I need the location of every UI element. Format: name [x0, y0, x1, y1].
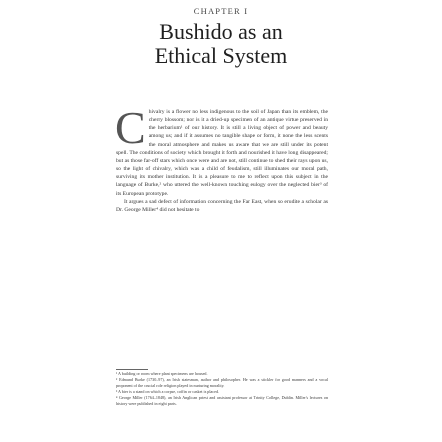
chapter-label: CHAPTER I: [193, 6, 249, 16]
drop-cap: C: [115, 102, 146, 153]
footnote-3: ³ A bier is a stand on which a corpse, coffin or casket is placed.: [116, 389, 220, 395]
chapter-title-line-1: Bushido as an: [159, 19, 283, 44]
body-text: [115, 102, 328, 214]
footnotes: [116, 371, 328, 407]
footnote-2: ² Edmund Burke (1730–97), an Irish statesman, author and philosopher. He was a stickler for good manners and a vocal proponent of the crucial role religion played in nurturing morality.: [116, 377, 328, 388]
footnote-divider: [116, 369, 148, 370]
paragraph-2: It argues a sad defect of information concerning the Far East, when so erudite a scholar as Dr. George Miller⁴ did not hesitate to: [116, 198, 328, 213]
paragraph-1-text: hivalry is a flower no less indigenous to the soil of Japan than its emblem, the cherry blossom; nor is it a dried-up specimen of an antique virtue preserved in the herbarium¹ of our history. It is still a living object of power and beauty among us; and if it assumes no tangible shape or form, it none the less scents the moral atmosphere and makes us aware that we are still under its potent spell. The conditions of society which brought it forth and nourished it have long disappeared; but as those far-off stars which once were and are not, still continue to shed their rays upon us, so the light of chivalry, which was a child of feudalism, still illuminates our moral path, surviving its mother institution. It is a pleasure to me to reflect upon this subject in the language of Burke,² who uttered the well-known touching eulogy over the neglected bier³ of its European prototype.: [116, 109, 328, 197]
footnote-1: ¹ A building or room where plant specimens are housed.: [116, 371, 208, 376]
footnote-4: ⁴ George Miller (1764–1848), an Irish Anglican priest and assistant professor at Trinity College, Dublin. Miller's lectures on history were published in eight parts.: [116, 395, 328, 407]
chapter-title: [0, 20, 442, 68]
chapter-title-line-2: Ethical System: [154, 43, 288, 68]
paragraph-1: [115, 102, 328, 198]
